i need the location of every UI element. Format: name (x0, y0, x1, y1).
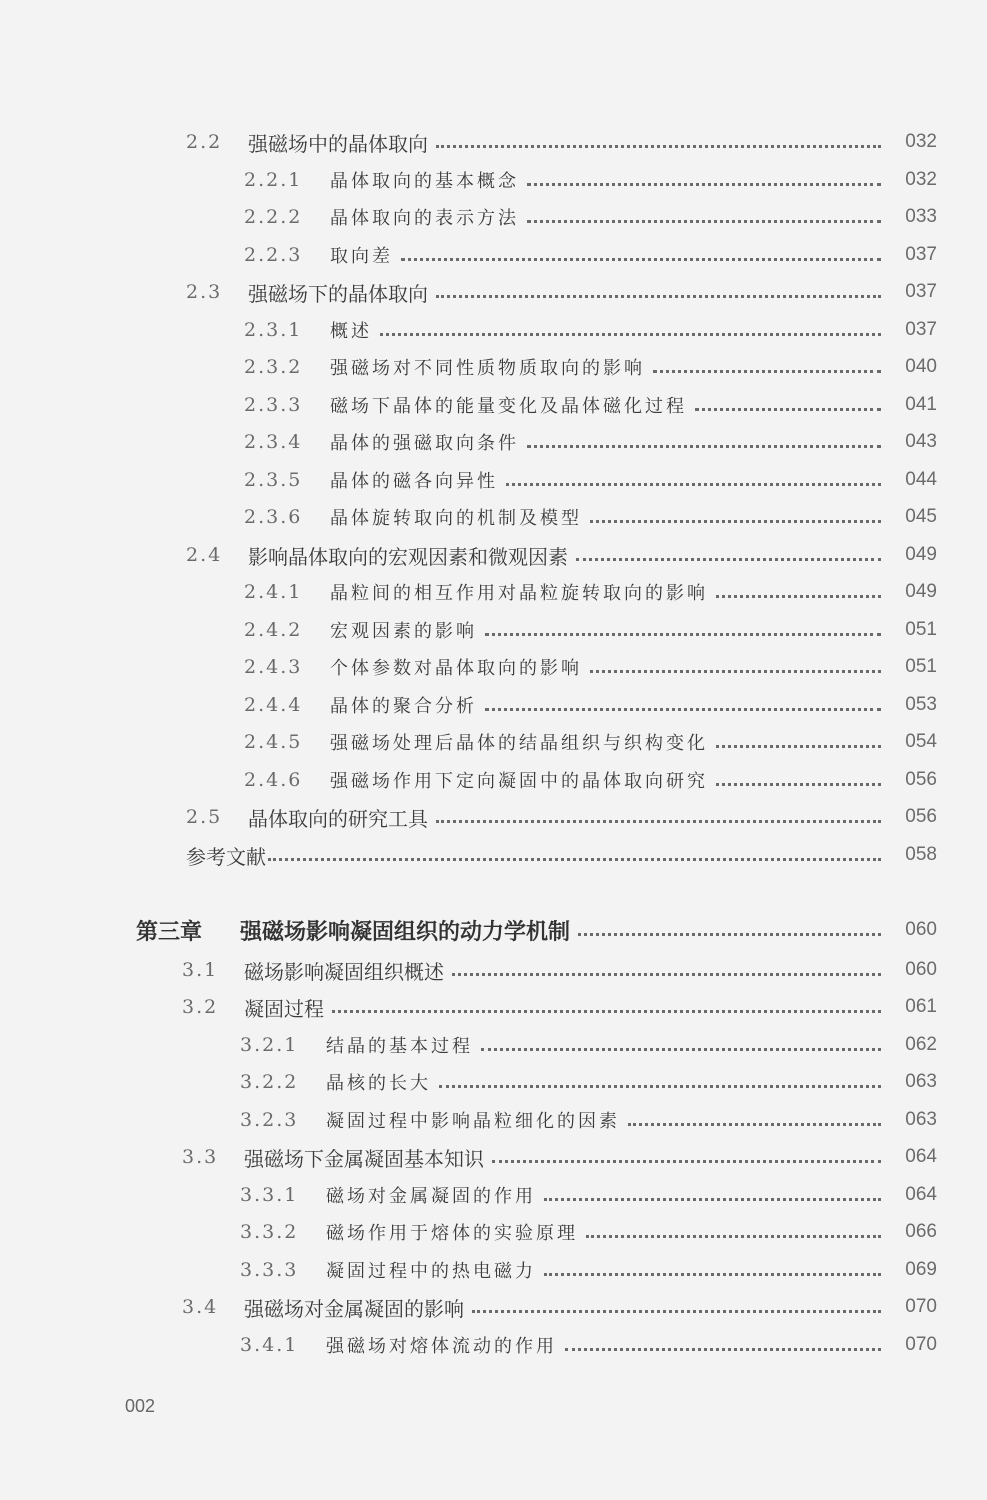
toc-entry[interactable] (244, 728, 937, 756)
dot-leader (653, 370, 881, 373)
page-number: 044 (905, 469, 937, 490)
toc-entry[interactable] (182, 993, 937, 1021)
section-title: 晶核的长大 (326, 1073, 431, 1094)
section-number: 2.4.1 (244, 581, 303, 603)
page-number: 056 (905, 769, 937, 790)
dot-leader (590, 520, 881, 523)
section-title: 晶体的强磁取向条件 (330, 433, 519, 454)
section-title: 宏观因素的影响 (330, 621, 477, 642)
toc-entry[interactable] (186, 803, 937, 831)
toc-entry[interactable] (182, 956, 937, 984)
page-number: 063 (905, 1071, 937, 1092)
toc-entry[interactable] (240, 1031, 937, 1059)
toc-entry[interactable] (244, 503, 937, 531)
toc-chapter[interactable] (136, 916, 937, 944)
toc-entry[interactable] (244, 241, 937, 269)
section-title: 强磁场作用下定向凝固中的晶体取向研究 (330, 771, 708, 792)
page-number: 062 (905, 1034, 937, 1055)
section-title: 影响晶体取向的宏观因素和微观因素 (248, 544, 568, 569)
section-number: 2.3.4 (244, 431, 303, 453)
dot-leader (401, 258, 881, 261)
dot-leader (527, 183, 881, 186)
dot-leader (565, 1348, 881, 1351)
section-number: 3.3.1 (240, 1184, 299, 1206)
section-title: 晶体取向的表示方法 (330, 208, 519, 229)
section-title: 晶粒间的相互作用对晶粒旋转取向的影响 (330, 583, 708, 604)
section-number: 3.4 (182, 1296, 219, 1318)
section-title: 结晶的基本过程 (326, 1036, 473, 1057)
section-number: 2.4.5 (244, 731, 303, 753)
section-title: 强磁场对金属凝固的影响 (244, 1296, 464, 1321)
toc-entry[interactable] (244, 353, 937, 381)
dot-leader (439, 1085, 881, 1088)
section-number: 3.3.2 (240, 1221, 299, 1243)
toc-entry[interactable] (244, 691, 937, 719)
toc-entry[interactable] (240, 1106, 937, 1134)
dot-leader (695, 408, 881, 411)
dot-leader (716, 783, 881, 786)
toc-entry[interactable] (244, 203, 937, 231)
section-number: 2.2 (186, 131, 223, 153)
page-number: 033 (905, 206, 937, 227)
page-number: 037 (905, 244, 937, 265)
toc-entry[interactable] (186, 278, 937, 306)
page-number: 064 (905, 1184, 937, 1205)
toc-entry[interactable] (182, 1293, 937, 1321)
section-number: 2.4.3 (244, 656, 303, 678)
page-number: 064 (905, 1146, 937, 1167)
toc-entry[interactable] (244, 166, 937, 194)
dot-leader (380, 333, 881, 336)
dot-leader (452, 973, 881, 976)
toc-entry-references[interactable] (186, 841, 937, 869)
toc-entry[interactable] (244, 391, 937, 419)
page-number: 049 (905, 544, 937, 565)
toc-entry[interactable] (240, 1218, 937, 1246)
dot-leader (332, 1010, 881, 1013)
section-number: 2.3.2 (244, 356, 303, 378)
section-number: 3.3 (182, 1146, 219, 1168)
dot-leader (472, 1310, 881, 1313)
dot-leader (586, 1235, 881, 1238)
section-number: 2.4.4 (244, 694, 303, 716)
dot-leader (436, 820, 881, 823)
section-title: 个体参数对晶体取向的影响 (330, 658, 582, 679)
toc-entry[interactable] (244, 766, 937, 794)
page-number: 043 (905, 431, 937, 452)
section-title: 晶体的聚合分析 (330, 696, 477, 717)
section-title: 强磁场对熔体流动的作用 (326, 1336, 557, 1357)
page-number: 066 (905, 1221, 937, 1242)
page-number: 051 (905, 619, 937, 640)
chapter-title: 强磁场影响凝固组织的动力学机制 (240, 919, 571, 945)
page-folio: 002 (125, 1396, 156, 1416)
page-number: 061 (905, 996, 937, 1017)
section-title: 概述 (330, 321, 372, 342)
toc-entry[interactable] (182, 1143, 937, 1171)
dot-leader (576, 558, 881, 561)
section-title: 晶体旋转取向的机制及模型 (330, 508, 582, 529)
section-number: 2.3.1 (244, 319, 303, 341)
page-number: 037 (905, 281, 937, 302)
toc-entry[interactable] (244, 466, 937, 494)
page-number: 054 (905, 731, 937, 752)
page-number: 037 (905, 319, 937, 340)
page-number: 056 (905, 806, 937, 827)
toc-entry[interactable] (244, 428, 937, 456)
section-number: 2.4.2 (244, 619, 303, 641)
section-number: 3.2.2 (240, 1071, 299, 1093)
toc-entry[interactable] (240, 1181, 937, 1209)
dot-leader (716, 595, 881, 598)
section-title: 凝固过程中影响晶粒细化的因素 (326, 1111, 620, 1132)
section-title: 强磁场中的晶体取向 (248, 131, 428, 156)
section-number: 2.3.5 (244, 469, 303, 491)
section-number: 3.2 (182, 996, 219, 1018)
page-number: 060 (905, 919, 937, 940)
dot-leader (527, 220, 881, 223)
page-number: 051 (905, 656, 937, 677)
page-number: 069 (905, 1259, 937, 1280)
section-title: 强磁场下的晶体取向 (248, 281, 428, 306)
toc-entry[interactable] (244, 653, 937, 681)
dot-leader (268, 858, 881, 861)
toc-entry[interactable] (240, 1068, 937, 1096)
section-number: 2.5 (186, 806, 223, 828)
page-number: 058 (905, 844, 937, 865)
page-number: 032 (905, 131, 937, 152)
section-title: 磁场下晶体的能量变化及晶体磁化过程 (330, 396, 687, 417)
toc-entry[interactable] (244, 316, 937, 344)
section-title: 磁场影响凝固组织概述 (244, 959, 444, 984)
section-number: 2.4.6 (244, 769, 303, 791)
page-number: 063 (905, 1109, 937, 1130)
chapter-number: 第三章 (136, 919, 203, 945)
section-title: 磁场作用于熔体的实验原理 (326, 1223, 578, 1244)
toc-entry[interactable] (240, 1256, 937, 1284)
section-title: 参考文献 (186, 844, 266, 869)
dot-leader (485, 708, 881, 711)
section-number: 3.2.1 (240, 1034, 299, 1056)
section-title: 强磁场下金属凝固基本知识 (244, 1146, 484, 1171)
section-number: 2.3 (186, 281, 223, 303)
section-title: 晶体取向的基本概念 (330, 171, 519, 192)
section-number: 2.2.1 (244, 169, 303, 191)
toc-entry[interactable] (244, 578, 937, 606)
toc-entry[interactable] (186, 128, 937, 156)
page-number: 045 (905, 506, 937, 527)
page-number: 070 (905, 1334, 937, 1355)
section-number: 2.2.2 (244, 206, 303, 228)
section-title: 取向差 (330, 246, 393, 267)
dot-leader (436, 295, 881, 298)
section-number: 3.1 (182, 959, 219, 981)
section-title: 强磁场对不同性质物质取向的影响 (330, 358, 645, 379)
section-title: 晶体取向的研究工具 (248, 806, 428, 831)
page-number: 060 (905, 959, 937, 980)
page-number: 040 (905, 356, 937, 377)
page-number: 053 (905, 694, 937, 715)
dot-leader (436, 145, 881, 148)
section-title: 凝固过程中的热电磁力 (326, 1261, 536, 1282)
toc-entry[interactable] (186, 541, 937, 569)
dot-leader (628, 1123, 881, 1126)
page-number: 041 (905, 394, 937, 415)
dot-leader (578, 933, 881, 936)
section-number: 3.2.3 (240, 1109, 299, 1131)
toc-entry[interactable] (240, 1331, 937, 1359)
dot-leader (544, 1198, 881, 1201)
section-title: 磁场对金属凝固的作用 (326, 1186, 536, 1207)
dot-leader (481, 1048, 881, 1051)
section-title: 强磁场处理后晶体的结晶组织与织构变化 (330, 733, 708, 754)
dot-leader (716, 745, 881, 748)
dot-leader (527, 445, 881, 448)
toc-entry[interactable] (244, 616, 937, 644)
dot-leader (506, 483, 881, 486)
section-number: 2.3.6 (244, 506, 303, 528)
dot-leader (590, 670, 881, 673)
section-number: 3.4.1 (240, 1334, 299, 1356)
section-number: 2.4 (186, 544, 223, 566)
section-title: 晶体的磁各向异性 (330, 471, 498, 492)
dot-leader (544, 1273, 881, 1276)
page-number: 049 (905, 581, 937, 602)
section-title: 凝固过程 (244, 996, 324, 1021)
section-number: 2.2.3 (244, 244, 303, 266)
section-number: 3.3.3 (240, 1259, 299, 1281)
dot-leader (492, 1160, 881, 1163)
page-number: 032 (905, 169, 937, 190)
page-number: 070 (905, 1296, 937, 1317)
section-number: 2.3.3 (244, 394, 303, 416)
dot-leader (485, 633, 881, 636)
